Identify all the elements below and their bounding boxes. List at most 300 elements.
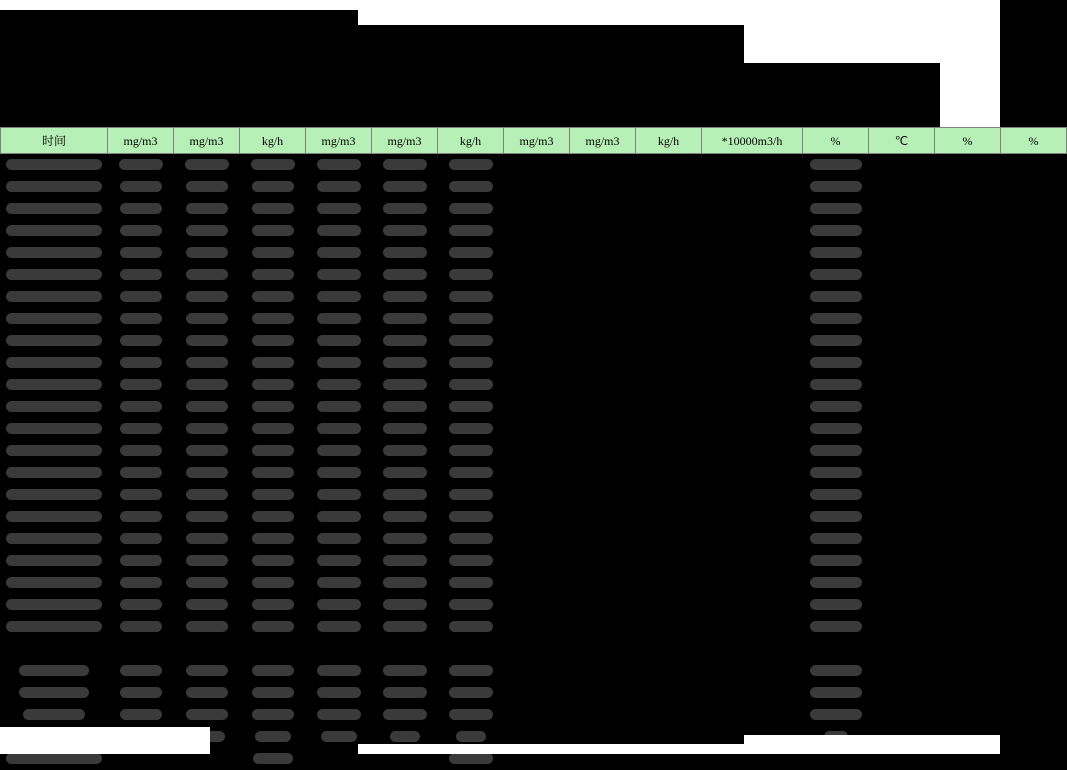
redacted-value [383, 555, 427, 566]
redacted-value [810, 555, 862, 566]
redacted-value [449, 621, 493, 632]
cell-percent-extra [1001, 528, 1067, 550]
cell-nox-emission [438, 638, 504, 660]
cell-temperature [869, 198, 935, 220]
redacted-value [810, 687, 862, 698]
redacted-value [252, 225, 294, 236]
redacted-value [252, 445, 294, 456]
redacted-value [383, 247, 427, 258]
cell-so2-concentration [108, 352, 174, 374]
cell-so2-emission [240, 682, 306, 704]
cell-time [1, 308, 108, 330]
table-row [1, 264, 1067, 286]
cell-so2-concentration [108, 616, 174, 638]
cell-temperature [869, 462, 935, 484]
cell-time [1, 418, 108, 440]
redacted-value [449, 577, 493, 588]
redacted-value [120, 555, 162, 566]
cell-so2-emission [240, 242, 306, 264]
redacted-value [383, 159, 427, 170]
cell-flow-rate [702, 418, 803, 440]
cell-dust-emission [636, 462, 702, 484]
redacted-value [449, 709, 493, 720]
cell-time [1, 528, 108, 550]
redacted-value [383, 467, 427, 478]
redacted-value [317, 269, 361, 280]
redacted-value [317, 709, 361, 720]
cell-dust-concentration [504, 440, 570, 462]
cell-humidity [935, 154, 1001, 176]
column-header-oxygen: % [803, 128, 869, 154]
cell-humidity [935, 506, 1001, 528]
redacted-value [252, 313, 294, 324]
redacted-value [383, 401, 427, 412]
redacted-value [6, 335, 102, 346]
cell-temperature [869, 594, 935, 616]
cell-nox-standard [372, 220, 438, 242]
cell-dust-concentration [504, 396, 570, 418]
redacted-value [6, 555, 102, 566]
redacted-value [383, 445, 427, 456]
cell-nox-emission [438, 286, 504, 308]
cell-so2-concentration [108, 660, 174, 682]
cell-oxygen [803, 462, 869, 484]
cell-percent-extra [1001, 682, 1067, 704]
redacted-value [317, 291, 361, 302]
cell-percent-extra [1001, 660, 1067, 682]
redacted-value [383, 665, 427, 676]
cell-dust-standard [570, 198, 636, 220]
cell-nox-standard [372, 242, 438, 264]
cell-dust-concentration [504, 286, 570, 308]
redacted-value [186, 313, 228, 324]
cell-nox-concentration [306, 286, 372, 308]
cell-temperature [869, 550, 935, 572]
cell-nox-standard [372, 396, 438, 418]
cell-so2-standard [174, 528, 240, 550]
redacted-value [383, 291, 427, 302]
redacted-value [449, 181, 493, 192]
cell-nox-concentration [306, 638, 372, 660]
table-row [1, 440, 1067, 462]
cell-dust-emission [636, 638, 702, 660]
cell-humidity [935, 374, 1001, 396]
cell-nox-concentration [306, 440, 372, 462]
cell-so2-emission [240, 440, 306, 462]
redacted-value [810, 577, 862, 588]
redacted-value [252, 467, 294, 478]
cell-so2-concentration [108, 198, 174, 220]
column-header-so2-concentration: mg/m3 [108, 128, 174, 154]
cell-flow-rate [702, 638, 803, 660]
cell-percent-extra [1001, 506, 1067, 528]
cell-so2-emission [240, 308, 306, 330]
cell-temperature [869, 242, 935, 264]
redacted-value [810, 511, 862, 522]
cell-dust-concentration [504, 374, 570, 396]
paper-edge-right-lower [940, 63, 1000, 127]
cell-dust-standard [570, 528, 636, 550]
cell-so2-emission [240, 594, 306, 616]
redacted-value [252, 599, 294, 610]
cell-so2-standard [174, 374, 240, 396]
cell-so2-emission [240, 396, 306, 418]
redacted-value [317, 247, 361, 258]
redacted-value [449, 599, 493, 610]
cell-nox-concentration [306, 704, 372, 726]
paper-edge-top-right [358, 0, 1000, 25]
cell-flow-rate [702, 242, 803, 264]
redacted-value [252, 423, 294, 434]
cell-dust-standard [570, 682, 636, 704]
column-header-so2-standard: mg/m3 [174, 128, 240, 154]
cell-flow-rate [702, 220, 803, 242]
cell-percent-extra [1001, 330, 1067, 352]
redacted-value [120, 269, 162, 280]
redacted-value [6, 181, 102, 192]
redacted-value [120, 357, 162, 368]
redacted-value [449, 159, 493, 170]
cell-time [1, 594, 108, 616]
cell-nox-emission [438, 616, 504, 638]
cell-nox-emission [438, 220, 504, 242]
redacted-value [810, 533, 862, 544]
cell-oxygen [803, 330, 869, 352]
cell-flow-rate [702, 374, 803, 396]
cell-dust-concentration [504, 660, 570, 682]
cell-nox-emission [438, 352, 504, 374]
cell-so2-emission [240, 528, 306, 550]
redacted-value [383, 511, 427, 522]
cell-dust-emission [636, 704, 702, 726]
table-row [1, 418, 1067, 440]
redacted-value [449, 379, 493, 390]
cell-time [1, 242, 108, 264]
redacted-value [252, 665, 294, 676]
redacted-value [810, 203, 862, 214]
redacted-value [120, 335, 162, 346]
cell-dust-standard [570, 154, 636, 176]
cell-time [1, 704, 108, 726]
cell-dust-standard [570, 308, 636, 330]
redacted-value [120, 533, 162, 544]
cell-nox-standard [372, 374, 438, 396]
cell-oxygen [803, 572, 869, 594]
redacted-value [317, 555, 361, 566]
redacted-value [6, 247, 102, 258]
cell-nox-standard [372, 506, 438, 528]
cell-humidity [935, 286, 1001, 308]
redacted-value [810, 401, 862, 412]
cell-nox-emission [438, 572, 504, 594]
cell-humidity [935, 198, 1001, 220]
redacted-value [252, 489, 294, 500]
cell-flow-rate [702, 528, 803, 550]
redacted-value [252, 621, 294, 632]
cell-dust-emission [636, 484, 702, 506]
redacted-value [186, 577, 228, 588]
cell-temperature [869, 616, 935, 638]
redacted-value [186, 467, 228, 478]
cell-nox-standard [372, 704, 438, 726]
redacted-value [317, 599, 361, 610]
cell-nox-emission [438, 462, 504, 484]
redacted-value [186, 335, 228, 346]
redacted-value [252, 533, 294, 544]
redacted-value [383, 709, 427, 720]
cell-so2-emission [240, 286, 306, 308]
redacted-value [6, 357, 102, 368]
redacted-value [383, 357, 427, 368]
cell-so2-standard [174, 264, 240, 286]
cell-nox-concentration [306, 594, 372, 616]
cell-nox-concentration [306, 550, 372, 572]
cell-oxygen [803, 440, 869, 462]
column-header-nox-emission: kg/h [438, 128, 504, 154]
cell-humidity [935, 352, 1001, 374]
cell-so2-emission [240, 264, 306, 286]
cell-nox-emission [438, 704, 504, 726]
cell-oxygen [803, 176, 869, 198]
redacted-value [449, 555, 493, 566]
cell-nox-concentration [306, 264, 372, 286]
cell-dust-concentration [504, 308, 570, 330]
column-header-time: 时间 [1, 128, 108, 154]
cell-so2-concentration [108, 572, 174, 594]
cell-so2-standard [174, 638, 240, 660]
redacted-value [810, 599, 862, 610]
cell-so2-standard [174, 286, 240, 308]
redacted-value [810, 225, 862, 236]
redacted-value [449, 203, 493, 214]
redacted-value [120, 577, 162, 588]
cell-oxygen [803, 616, 869, 638]
cell-nox-standard [372, 176, 438, 198]
cell-so2-standard [174, 198, 240, 220]
redacted-value [120, 247, 162, 258]
cell-nox-concentration [306, 528, 372, 550]
cell-oxygen [803, 264, 869, 286]
cell-so2-standard [174, 242, 240, 264]
redacted-value [186, 445, 228, 456]
cell-nox-standard [372, 154, 438, 176]
redacted-value [253, 753, 293, 764]
redacted-value [383, 181, 427, 192]
cell-so2-standard [174, 176, 240, 198]
cell-time [1, 374, 108, 396]
table-row [1, 286, 1067, 308]
table-row [1, 682, 1067, 704]
cell-flow-rate [702, 264, 803, 286]
cell-nox-standard [372, 484, 438, 506]
redacted-value [6, 159, 102, 170]
redacted-value [252, 291, 294, 302]
redacted-value [120, 423, 162, 434]
redacted-value [810, 665, 862, 676]
cell-percent-extra [1001, 616, 1067, 638]
cell-flow-rate [702, 176, 803, 198]
cell-oxygen [803, 660, 869, 682]
cell-flow-rate [702, 396, 803, 418]
cell-nox-concentration [306, 682, 372, 704]
redacted-value [6, 511, 102, 522]
cell-so2-concentration [108, 242, 174, 264]
cell-nox-emission [438, 418, 504, 440]
cell-nox-concentration [306, 660, 372, 682]
cell-flow-rate [702, 440, 803, 462]
redacted-value [449, 489, 493, 500]
redacted-value [317, 511, 361, 522]
redacted-value [456, 731, 486, 742]
redacted-value [120, 467, 162, 478]
cell-humidity [935, 660, 1001, 682]
redacted-value [252, 709, 294, 720]
cell-dust-concentration [504, 418, 570, 440]
redacted-value [186, 533, 228, 544]
cell-dust-concentration [504, 572, 570, 594]
cell-so2-concentration [108, 594, 174, 616]
table-row [1, 220, 1067, 242]
cell-temperature [869, 308, 935, 330]
cell-flow-rate [702, 154, 803, 176]
redacted-value [317, 665, 361, 676]
cell-flow-rate [702, 550, 803, 572]
cell-nox-emission [438, 484, 504, 506]
cell-nox-emission [438, 330, 504, 352]
cell-oxygen [803, 682, 869, 704]
redacted-value [6, 313, 102, 324]
cell-nox-concentration [306, 396, 372, 418]
redacted-value [186, 665, 228, 676]
cell-temperature [869, 484, 935, 506]
redacted-value [120, 621, 162, 632]
cell-nox-standard [372, 638, 438, 660]
cell-flow-rate [702, 660, 803, 682]
cell-dust-concentration [504, 594, 570, 616]
cell-so2-standard [174, 330, 240, 352]
cell-time [1, 484, 108, 506]
cell-dust-standard [570, 330, 636, 352]
cell-nox-concentration [306, 352, 372, 374]
redacted-value [810, 181, 862, 192]
redacted-value [6, 379, 102, 390]
cell-nox-standard [372, 440, 438, 462]
cell-time [1, 440, 108, 462]
cell-nox-standard [372, 352, 438, 374]
column-header-flow-rate: *10000m3/h [702, 128, 803, 154]
cell-humidity [935, 220, 1001, 242]
cell-so2-concentration [108, 704, 174, 726]
redacted-value [810, 335, 862, 346]
redacted-value [810, 379, 862, 390]
redacted-value [186, 225, 228, 236]
redacted-value [383, 577, 427, 588]
cell-flow-rate [702, 462, 803, 484]
cell-dust-standard [570, 264, 636, 286]
redacted-value [120, 489, 162, 500]
redacted-value [19, 665, 89, 676]
table-body [1, 154, 1067, 770]
cell-nox-standard [372, 308, 438, 330]
cell-so2-standard [174, 682, 240, 704]
redacted-value [251, 159, 295, 170]
cell-temperature [869, 264, 935, 286]
cell-time [1, 462, 108, 484]
cell-so2-concentration [108, 154, 174, 176]
redacted-value [120, 181, 162, 192]
table-row [1, 638, 1067, 660]
redacted-value [186, 379, 228, 390]
cell-nox-standard [372, 660, 438, 682]
cell-nox-emission [438, 594, 504, 616]
cell-nox-standard [372, 528, 438, 550]
cell-temperature [869, 682, 935, 704]
cell-percent-extra [1001, 198, 1067, 220]
column-header-percent-extra: % [1001, 128, 1067, 154]
redacted-value [317, 687, 361, 698]
cell-dust-emission [636, 418, 702, 440]
cell-time [1, 198, 108, 220]
cell-dust-emission [636, 572, 702, 594]
redacted-value [255, 731, 291, 742]
cell-time [1, 506, 108, 528]
column-header-humidity: % [935, 128, 1001, 154]
cell-temperature [869, 704, 935, 726]
table-row [1, 528, 1067, 550]
redacted-value [120, 445, 162, 456]
redacted-value [317, 621, 361, 632]
redacted-value [383, 489, 427, 500]
cell-temperature [869, 396, 935, 418]
redacted-value [186, 401, 228, 412]
redacted-value [186, 247, 228, 258]
redacted-value [810, 489, 862, 500]
cell-so2-emission [240, 726, 306, 748]
cell-percent-extra [1001, 704, 1067, 726]
redacted-value [186, 511, 228, 522]
cell-temperature [869, 660, 935, 682]
cell-nox-concentration [306, 374, 372, 396]
redacted-value [186, 203, 228, 214]
cell-so2-standard [174, 484, 240, 506]
cell-temperature [869, 638, 935, 660]
cell-flow-rate [702, 704, 803, 726]
cell-so2-emission [240, 550, 306, 572]
cell-percent-extra [1001, 220, 1067, 242]
cell-so2-concentration [108, 330, 174, 352]
cell-nox-concentration [306, 308, 372, 330]
redacted-value [6, 489, 102, 500]
cell-percent-extra [1001, 594, 1067, 616]
column-header-so2-emission: kg/h [240, 128, 306, 154]
data-table-container [0, 127, 1039, 770]
cell-nox-standard [372, 616, 438, 638]
cell-flow-rate [702, 616, 803, 638]
cell-dust-emission [636, 264, 702, 286]
cell-nox-standard [372, 572, 438, 594]
cell-so2-concentration [108, 308, 174, 330]
redacted-value [252, 247, 294, 258]
cell-percent-extra [1001, 374, 1067, 396]
redacted-value [252, 269, 294, 280]
redacted-value [6, 621, 102, 632]
redacted-value [120, 511, 162, 522]
redacted-value [252, 687, 294, 698]
cell-dust-standard [570, 506, 636, 528]
redacted-value [186, 687, 228, 698]
cell-oxygen [803, 286, 869, 308]
redacted-value [317, 313, 361, 324]
